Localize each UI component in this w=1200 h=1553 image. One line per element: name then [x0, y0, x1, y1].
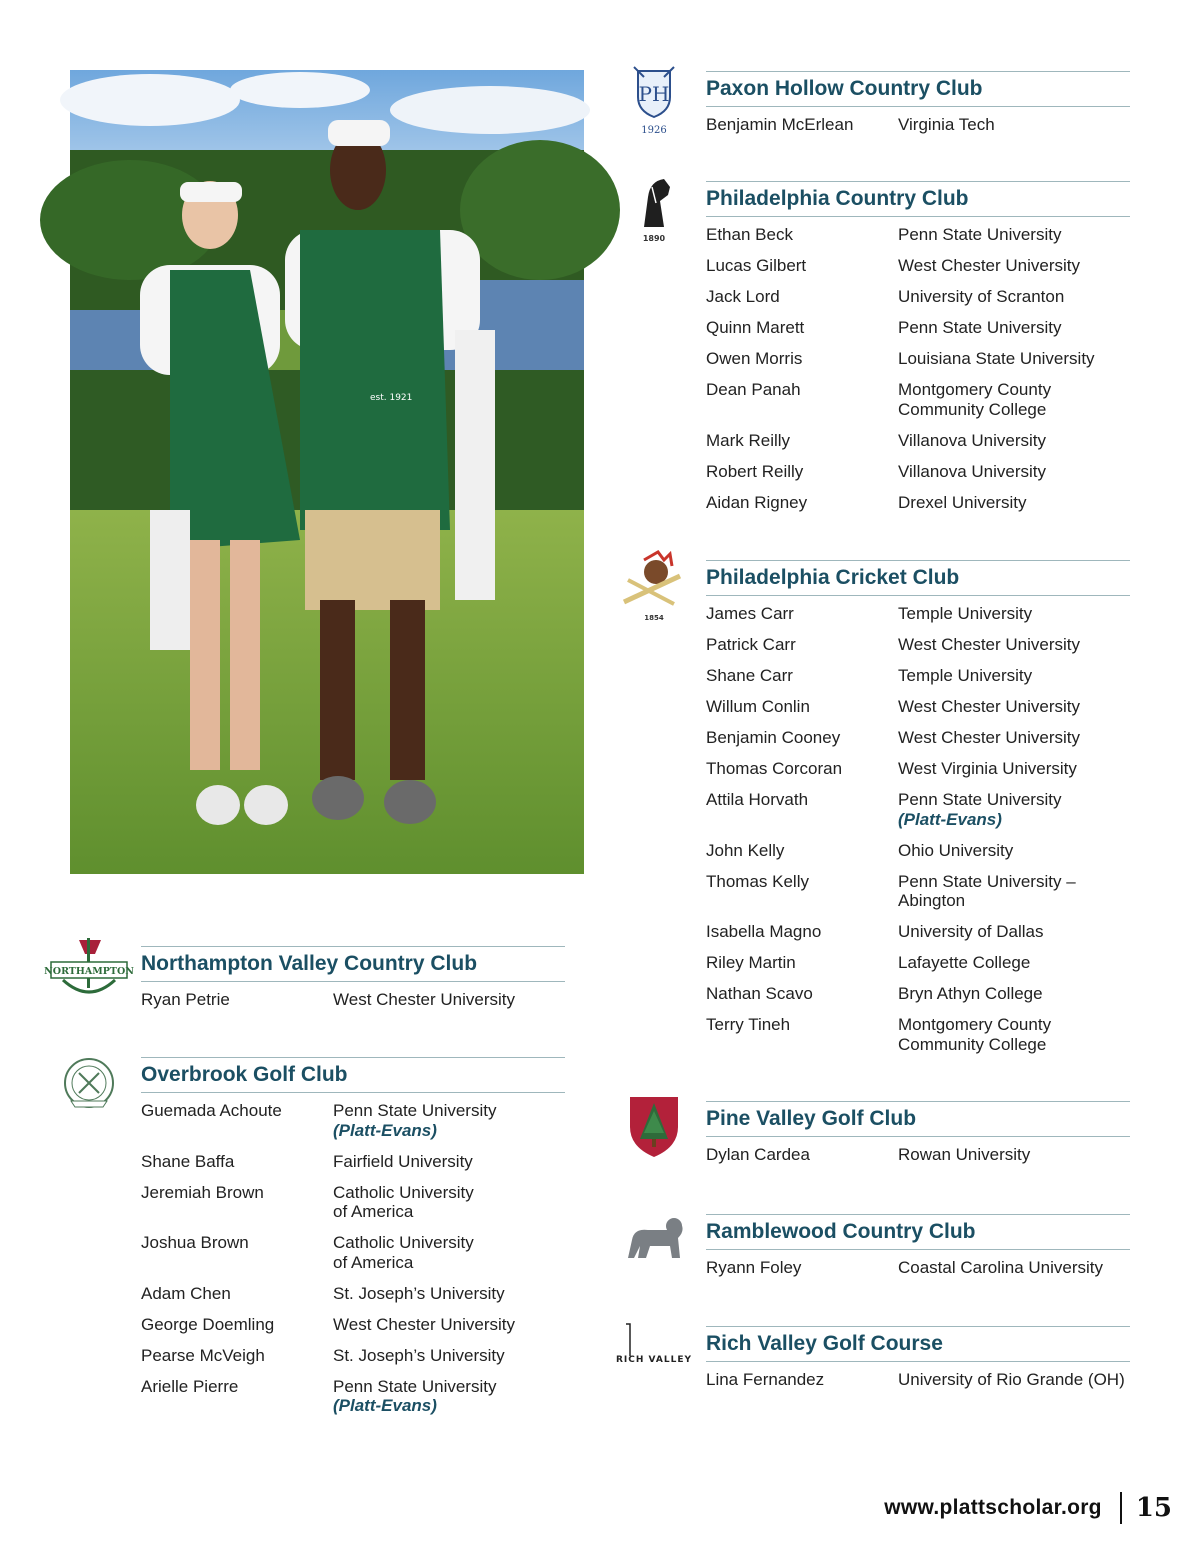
member-name: Isabella Magno [706, 922, 822, 941]
member-school [898, 256, 1130, 276]
member-school-line: Lafayette College [898, 953, 1031, 972]
member-school-line: West Chester University [333, 990, 516, 1009]
member-school-line: Penn State University [898, 318, 1062, 337]
member-name: Mark Reilly [706, 430, 791, 450]
paxon-hollow-logo [614, 57, 694, 137]
member-school-line: Bryn Athyn College [898, 984, 1043, 1003]
overbrook-logo [49, 1043, 129, 1123]
member-row [141, 1233, 565, 1272]
member-award-note: (Platt-Evans) [898, 809, 1002, 829]
member-row [141, 1284, 565, 1304]
member-row [706, 115, 1130, 135]
rich-valley-logo-text: RICH VALLEY [615, 1355, 693, 1365]
club-section [44, 946, 565, 1021]
member-name: Ethan Beck [706, 225, 793, 244]
club-name: Philadelphia Country Club [706, 187, 969, 210]
club-header [706, 181, 1130, 217]
member-row [141, 1377, 565, 1416]
member-name: Benjamin McErlean [706, 115, 854, 134]
member-row [141, 1101, 565, 1140]
member-row [706, 790, 1130, 829]
two-caddies-photo [70, 70, 584, 874]
member-school-line: University of Scranton [898, 287, 1065, 306]
member-school-line: St. Joseph’s University [333, 1345, 505, 1365]
member-school-line: Temple University [898, 604, 1033, 623]
member-row [141, 990, 565, 1010]
club-name: Pine Valley Golf Club [706, 1107, 917, 1130]
member-row [706, 953, 1130, 973]
member-school [898, 287, 1130, 307]
member-school-line: West Chester University [898, 635, 1081, 654]
member-row [706, 984, 1130, 1004]
northampton-logo-text: NORTHAMPTON [44, 966, 134, 977]
svg-text:PH: PH [638, 82, 670, 106]
member-row [706, 225, 1130, 245]
member-row [706, 697, 1130, 717]
ramblewood-lion-logo [614, 1200, 694, 1280]
member-school [898, 115, 1130, 135]
member-school-line: Temple University [898, 666, 1033, 685]
member-name: Thomas Kelly [706, 871, 809, 891]
member-school [898, 349, 1130, 369]
member-school-line: Villanova University [898, 430, 1047, 450]
member-school [898, 1015, 1130, 1054]
member-school-line: of America [333, 1202, 414, 1221]
member-school [898, 872, 1130, 911]
page-number: 15 [1135, 1493, 1172, 1523]
member-school [898, 922, 1130, 942]
club-header [706, 1101, 1130, 1137]
footer-divider [1120, 1492, 1122, 1524]
page-footer [884, 1492, 1172, 1524]
member-row [706, 1015, 1130, 1054]
member-row [706, 728, 1130, 748]
club-section [706, 1101, 1130, 1176]
member-school [333, 990, 565, 1010]
member-school-line: Montgomery County [898, 380, 1052, 399]
member-school-line: Coastal Carolina University [898, 1258, 1104, 1277]
member-row [706, 318, 1130, 338]
member-name: Aidan Rigney [706, 492, 808, 512]
member-name: Thomas Corcoran [706, 759, 843, 778]
member-row [706, 872, 1130, 911]
paxon-hollow-logo-year: 1926 [641, 125, 667, 136]
member-school-line: Fairfield University [333, 1151, 473, 1171]
member-school [333, 1315, 565, 1335]
member-school-line: University of Dallas [898, 922, 1044, 941]
member-school-line: West Chester University [898, 256, 1081, 275]
member-row [706, 431, 1130, 451]
caddie-bib-text: est. 1921 [370, 393, 413, 403]
member-name: Shane Baffa [141, 1151, 235, 1171]
pine-valley-logo [614, 1087, 694, 1167]
member-school-line: Rowan University [898, 1145, 1031, 1164]
club-header [706, 1326, 1130, 1362]
club-header [141, 946, 565, 982]
member-school-line: Abington [898, 891, 966, 910]
member-row [141, 1346, 565, 1366]
member-name: Pearse McVeigh [141, 1345, 265, 1365]
member-school [898, 953, 1130, 973]
member-school [898, 728, 1130, 748]
member-row [706, 462, 1130, 482]
club-section [644, 560, 1130, 1066]
member-name: Dean Panah [706, 380, 801, 399]
member-name: Lucas Gilbert [706, 256, 807, 275]
club-section [706, 1214, 1130, 1289]
member-school [898, 666, 1130, 686]
member-school [898, 984, 1130, 1004]
member-name: Nathan Scavo [706, 984, 813, 1003]
member-name: Benjamin Cooney [706, 728, 841, 747]
cricket-club-logo [614, 546, 694, 626]
member-school-line: Virginia Tech [898, 115, 995, 134]
member-school-line: West Virginia University [898, 759, 1077, 778]
member-name: Shane Carr [706, 666, 793, 685]
member-name: Robert Reilly [706, 461, 804, 481]
member-school-line: West Chester University [898, 728, 1081, 747]
member-row [706, 635, 1130, 655]
rich-valley-logo [614, 1312, 694, 1392]
member-school [898, 604, 1130, 624]
member-school [898, 697, 1130, 717]
club-name: Ramblewood Country Club [706, 1220, 976, 1243]
cricket-club-logo-year: 1854 [644, 614, 664, 622]
member-row [141, 1183, 565, 1222]
member-school-line: Penn State University [333, 1101, 497, 1120]
member-school [333, 1183, 565, 1222]
member-school-line: of America [333, 1252, 414, 1272]
member-school [898, 462, 1130, 482]
member-school-line: Ohio University [898, 840, 1014, 860]
club-header [141, 1057, 565, 1093]
footer-url[interactable]: www.plattscholar.org [884, 1496, 1102, 1519]
member-school [333, 1101, 565, 1140]
member-row [706, 1145, 1130, 1165]
member-name: Willum Conlin [706, 697, 810, 716]
member-name: George Doemling [141, 1314, 275, 1334]
member-name: Arielle Pierre [141, 1376, 239, 1396]
member-name: Lina Fernandez [706, 1370, 825, 1389]
member-school-line: Penn State University – [898, 871, 1076, 891]
member-row [706, 287, 1130, 307]
member-school-line: West Chester University [333, 1314, 516, 1334]
member-school [898, 841, 1130, 861]
club-name: Philadelphia Cricket Club [706, 566, 960, 589]
member-row [706, 256, 1130, 276]
club-section [642, 181, 1130, 524]
member-school-line: Catholic University [333, 1182, 474, 1202]
club-header [706, 71, 1130, 107]
member-school-line: Penn State University [333, 1376, 497, 1396]
member-row [706, 759, 1130, 779]
club-header [706, 560, 1130, 596]
member-name: Jeremiah Brown [141, 1182, 264, 1202]
member-school-line: West Chester University [898, 697, 1081, 716]
member-school-line: Penn State University [898, 225, 1062, 244]
member-name: James Carr [706, 604, 794, 623]
member-school-line: Drexel University [898, 492, 1027, 512]
member-row [706, 666, 1130, 686]
member-name: Joshua Brown [141, 1233, 249, 1252]
member-school [333, 1346, 565, 1366]
member-school [333, 1152, 565, 1172]
member-school-line: Penn State University [898, 790, 1062, 809]
member-school [898, 635, 1130, 655]
club-section [615, 1326, 1130, 1401]
member-school [898, 225, 1130, 245]
member-school [333, 1377, 565, 1416]
member-school [898, 493, 1130, 513]
member-row [706, 841, 1130, 861]
club-section [638, 71, 1130, 146]
member-name: Quinn Marett [706, 318, 805, 337]
member-row [706, 1370, 1130, 1390]
member-name: Terry Tineh [706, 1015, 791, 1034]
member-school [898, 1370, 1130, 1390]
member-row [141, 1152, 565, 1172]
philadelphia-cc-logo [614, 167, 694, 247]
member-row [141, 1315, 565, 1335]
member-name: Attila Horvath [706, 790, 809, 809]
member-school-line: Montgomery County [898, 1015, 1052, 1034]
member-school [898, 318, 1130, 338]
member-name: John Kelly [706, 840, 785, 860]
member-name: Guemada Achoute [141, 1101, 282, 1120]
club-header [706, 1214, 1130, 1250]
member-row [706, 349, 1130, 369]
member-school [898, 790, 1130, 829]
member-school [333, 1284, 565, 1304]
member-row [706, 1258, 1130, 1278]
member-school-line: Villanova University [898, 461, 1047, 481]
member-row [706, 922, 1130, 942]
member-school [898, 431, 1130, 451]
club-name: Paxon Hollow Country Club [706, 77, 983, 100]
member-school-line: Community College [898, 1034, 1047, 1054]
club-name: Northampton Valley Country Club [141, 952, 478, 975]
member-name: Dylan Cardea [706, 1145, 810, 1164]
northampton-logo [44, 932, 134, 1012]
member-name: Riley Martin [706, 953, 796, 972]
member-school-line: Catholic University [333, 1233, 474, 1252]
member-name: Owen Morris [706, 349, 803, 368]
member-name: Adam Chen [141, 1283, 231, 1303]
member-school-line: St. Joseph’s University [333, 1283, 505, 1303]
member-school [898, 380, 1130, 419]
club-name: Rich Valley Golf Course [706, 1332, 943, 1355]
member-school-line: Community College [898, 399, 1047, 419]
club-section [141, 1057, 565, 1427]
club-name: Overbrook Golf Club [141, 1063, 348, 1086]
member-name: Patrick Carr [706, 635, 796, 654]
member-name: Ryan Petrie [141, 990, 230, 1009]
member-row [706, 380, 1130, 419]
member-name: Ryann Foley [706, 1258, 802, 1277]
member-school-line: University of Rio Grande (OH) [898, 1370, 1125, 1389]
member-name: Jack Lord [706, 287, 780, 306]
member-award-note: (Platt-Evans) [333, 1120, 437, 1140]
member-school [333, 1233, 565, 1272]
member-award-note: (Platt-Evans) [333, 1396, 437, 1415]
member-school-line: Louisiana State University [898, 349, 1095, 368]
member-row [706, 493, 1130, 513]
member-school [898, 759, 1130, 779]
member-row [706, 604, 1130, 624]
member-school [898, 1258, 1130, 1278]
member-school [898, 1145, 1130, 1165]
philadelphia-cc-logo-year: 1890 [642, 234, 666, 243]
